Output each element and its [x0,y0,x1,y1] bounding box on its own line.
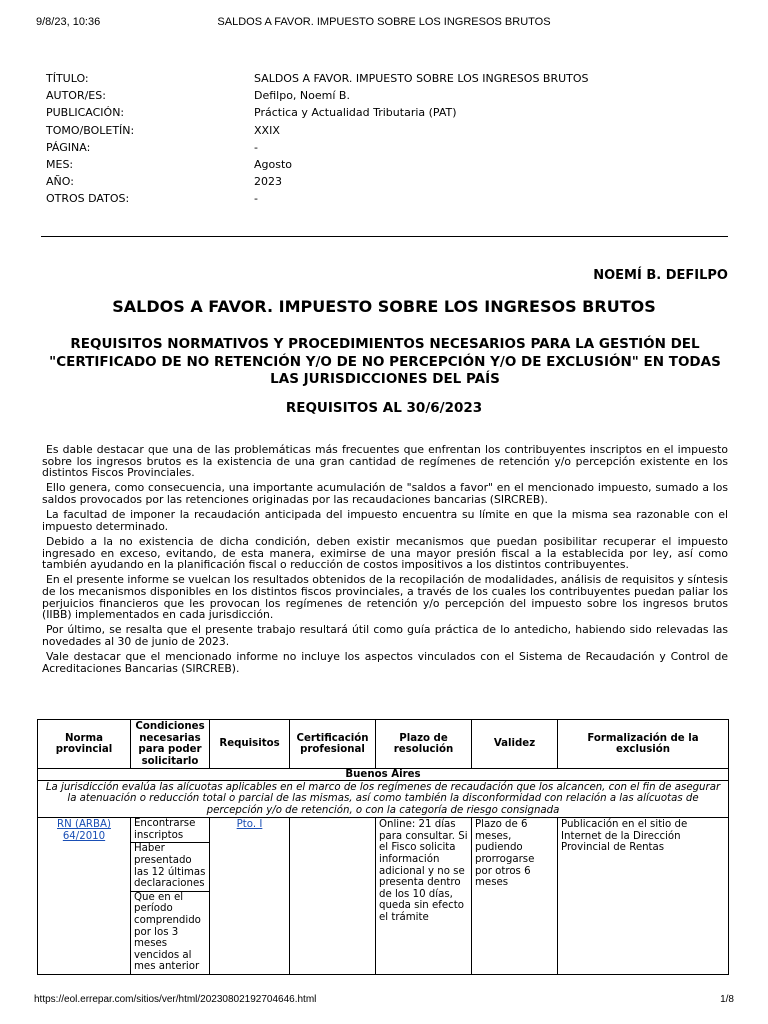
paragraph: Ello genera, como consecuencia, una importante acumulación de "saldos a favor" en el mencionado impuesto, sumado a los saldos provocados por las retenciones originadas por las recaudaciones bancarias (SIRCREB). [42,481,728,506]
paragraph: Debido a la no existencia de dicha condición, deben existir mecanismos que puedan posibilitar recuperar el impuesto ingresado en exceso, evitando, de esta manera, eximirse de una mayor presión fiscal a la establecida por ley, así como también ayudando en la planificación fiscal o reducción de costos impositivos a los distintos contribuyentes. [42,534,728,572]
cell-condiciones [131,818,210,975]
meta-value: Agosto [254,157,293,171]
print-timestamp: 9/8/23, 10:36 [36,16,101,28]
col-header-certificacion: Certificación profesional [290,720,376,769]
meta-value: - [254,192,258,206]
meta-key: PUBLICACIÓN: [46,106,125,120]
meta-row-title [46,70,736,87]
meta-key: TOMO/BOLETÍN: [46,123,135,137]
condition-item: Encontrarse inscriptos [131,818,209,843]
section-row [38,769,729,781]
norma-link[interactable]: RN (ARBA) 64/2010 [57,819,111,842]
print-footer [0,994,768,1008]
requirements-table [37,719,729,975]
col-header-formalizacion: Formalización de la exclusión [558,720,729,769]
article-date-heading: REQUISITOS AL 30/6/2023 [285,400,483,416]
meta-row-page [46,139,736,156]
divider [41,236,728,237]
table-header-row [38,720,729,769]
paragraph: En el presente informe se vuelcan los resultados obtenidos de la recopilación de modalidades, análisis de requisitos y síntesis de los mecanismos disponibles en los distintos fiscos provinciales, a través de los cuales los contribuyentes puedan paliar los perjuicios financieros que les provocan los regímenes de retención y/o percepción del impuesto sobre los ingresos brutos (IIBB) implementados en cada jurisdicción. [42,573,728,622]
article-author: NOEMÍ B. DEFILPO [593,268,728,283]
cell-norma [38,818,131,975]
meta-value: Defilpo, Noemí B. [254,89,350,103]
cell-certificacion [290,818,376,975]
meta-key: MES: [46,157,74,171]
meta-value: Práctica y Actualidad Tributaria (PAT) [254,106,457,120]
article-subtitle: REQUISITOS NORMATIVOS Y PROCEDIMIENTOS NECESARIOS PARA LA GESTIÓN DEL "CERTIFICADO DE NO RETENCIÓN Y/O DE NO PERCEPCIÓN Y/O DE EXCLUSIÓN" EN TODAS LAS JURISDICCIONES DEL PAÍS [49,336,721,387]
table-row [38,818,729,975]
paragraph: La facultad de imponer la recaudación anticipada del impuesto encuentra su límite en que la misma sea razonable con el impuesto determinado. [42,508,728,533]
col-header-condiciones: Condiciones necesarias para poder solicitarlo [131,720,210,769]
meta-key: OTROS DATOS: [46,192,130,206]
meta-row-publication [46,104,736,121]
meta-row-other [46,190,736,207]
meta-value: XXIX [254,123,280,137]
col-header-requisitos: Requisitos [210,720,290,769]
section-note: La jurisdicción evalúa las alícuotas aplicables en el marco de los regímenes de recaudación que los alcancen, con el fin de asegurar la atenuación o reducción total o parcial de las mismas, así como también la disconformidad con relación a las alícuotas de percepción y/o de retención, o con la categoría de riesgo consignada [38,781,729,818]
meta-row-volume [46,122,736,139]
cell-requisitos [210,818,290,975]
print-url: https://eol.errepar.com/sitios/ver/html/20230802192704646.html [34,994,317,1005]
requisitos-link[interactable]: Pto. I [236,819,263,831]
paragraph: Es dable destacar que una de las problemáticas más frecuentes que enfrentan los contribuyentes inscriptos en el impuesto sobre los ingresos brutos es la existencia de una gran cantidad de regímenes de retención y/o percepción existente en los distintos Fiscos Provinciales. [42,443,728,480]
meta-key: AUTOR/ES: [46,89,106,103]
paragraph: Vale destacar que el mencionado informe no incluye los aspectos vinculados con el Sistema de Recaudación y Control de Acreditaciones Bancarias (SIRCREB). [42,650,728,675]
print-header [0,16,768,30]
col-header-norma: Norma provincial [38,720,131,769]
meta-row-year [46,173,736,190]
cell-validez: Plazo de 6 meses, pudiendo prorrogarse por otros 6 meses [472,818,558,975]
meta-value: - [254,140,258,154]
meta-key: PÁGINA: [46,140,91,154]
meta-key: AÑO: [46,175,74,189]
section-title: Buenos Aires [38,769,729,781]
paragraph: Por último, se resalta que el presente trabajo resultará útil como guía práctica de lo antedicho, habiendo sido relevadas las novedades al 30 de junio de 2023. [42,623,728,648]
condition-item: Haber presentado las 12 últimas declaraciones [131,843,209,891]
meta-value: 2023 [254,175,282,189]
article-body [42,444,728,678]
cell-plazo: Online: 21 días para consultar. Si el Fisco solicita información adicional y no se presenta dentro de los 10 días, queda sin efecto el trámite [376,818,472,975]
col-header-plazo: Plazo de resolución [376,720,472,769]
meta-key: TÍTULO: [46,72,89,85]
meta-value: SALDOS A FAVOR. IMPUESTO SOBRE LOS INGRESOS BRUTOS [254,72,589,85]
print-page-title: SALDOS A FAVOR. IMPUESTO SOBRE LOS INGRESOS BRUTOS [217,16,551,28]
article-title: SALDOS A FAVOR. IMPUESTO SOBRE LOS INGRESOS BRUTOS [112,297,656,316]
note-row [38,781,729,818]
metadata-block [46,70,736,208]
col-header-validez: Validez [472,720,558,769]
meta-row-author [46,87,736,104]
cell-formalizacion: Publicación en el sitio de Internet de la Dirección Provincial de Rentas [558,818,729,975]
page-number: 1/8 [720,994,734,1005]
condition-item: Que en el período comprendido por los 3 meses vencidos al mes anterior [134,891,201,973]
meta-row-month [46,156,736,173]
